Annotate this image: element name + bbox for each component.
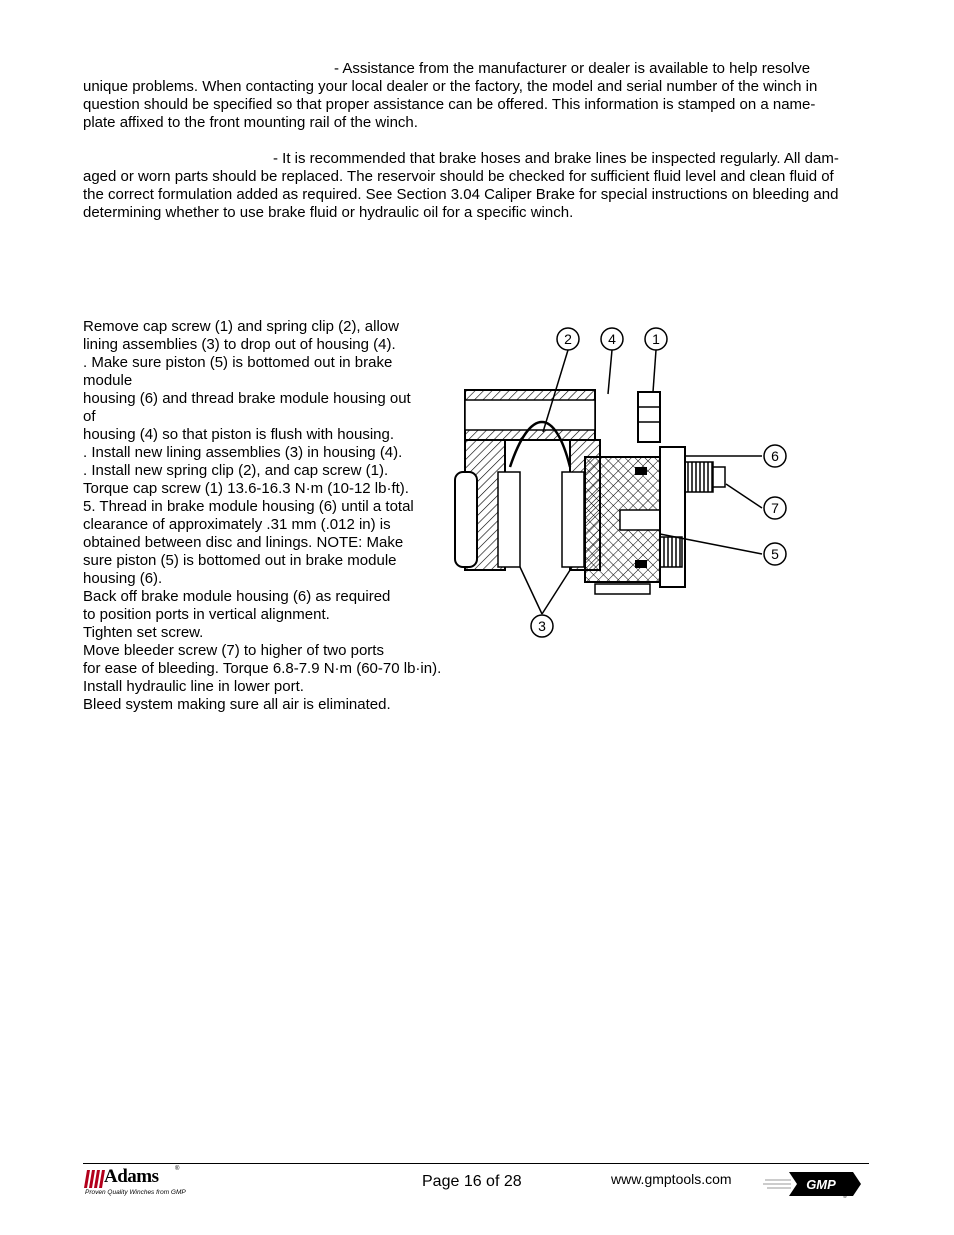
svg-text:1: 1 — [652, 331, 660, 347]
step-line: Install hydraulic line in lower port. — [83, 678, 304, 695]
svg-text:®: ® — [843, 1194, 847, 1198]
step-line: . Install new lining assemblies (3) in housing (4). — [83, 444, 403, 461]
step-line: module — [83, 372, 133, 389]
gmp-speed-lines-icon — [763, 1180, 791, 1188]
step-line: of — [83, 408, 96, 425]
step-line: 5. Thread in brake module housing (6) until a total — [83, 498, 414, 515]
paragraph-line: - Assistance from the manufacturer or dealer is available to help resolve — [334, 60, 811, 77]
paragraph-line: - It is recommended that brake hoses and brake lines be inspected regularly. All dam- — [273, 150, 839, 167]
gmp-logo — [763, 1170, 863, 1198]
paragraph-line: plate affixed to the front mounting rail of the winch. — [83, 114, 418, 131]
paragraph-line: unique problems. When contacting your local dealer or the factory, the model and serial number of the winch in — [83, 78, 818, 95]
callout-4 — [601, 328, 623, 350]
caliper-housing — [455, 390, 600, 570]
step-line: sure piston (5) is bottomed out in brake module — [83, 552, 397, 569]
assistance-paragraph — [83, 60, 873, 132]
paragraph-line: the correct formulation added as required. See Section 3.04 Caliper Brake for special instructions on bleeding and — [83, 186, 839, 203]
step-line: Torque cap screw (1) 13.6-16.3 N·m (10-12 lb·ft). — [83, 480, 409, 497]
adams-registered-mark: ® — [175, 1166, 180, 1172]
step-line: Back off brake module housing (6) as required — [83, 588, 391, 605]
page-number: Page 16 of 28 — [422, 1173, 522, 1190]
svg-text:2: 2 — [564, 331, 572, 347]
svg-text:GMP: GMP — [806, 1177, 836, 1192]
svg-text:7: 7 — [771, 500, 779, 516]
paragraph-line: question should be specified so that proper assistance can be offered. This information is stamped on a name- — [83, 96, 816, 113]
adams-brand-name: Adams — [104, 1166, 159, 1187]
step-line: . Install new spring clip (2), and cap screw (1). — [83, 462, 389, 479]
svg-text:3: 3 — [538, 618, 546, 634]
step-line: Remove cap screw (1) and spring clip (2), allow — [83, 318, 399, 335]
step-line: Move bleeder screw (7) to higher of two ports — [83, 642, 384, 659]
svg-text:6: 6 — [771, 448, 779, 464]
callout-6 — [764, 445, 786, 467]
callout-2 — [557, 328, 579, 350]
step-line: to position ports in vertical alignment. — [83, 606, 330, 623]
step-line: . Make sure piston (5) is bottomed out in brake — [83, 354, 393, 371]
caliper-brake-diagram — [450, 322, 800, 644]
brake-inspection-paragraph — [83, 150, 873, 222]
footer-divider — [83, 1163, 869, 1164]
step-line: lining assemblies (3) to drop out of housing (4). — [83, 336, 396, 353]
adams-logo — [84, 1166, 184, 1204]
adams-tagline: Proven Quality Winches from GMP — [85, 1189, 186, 1196]
adams-logo-stripes-icon — [84, 1170, 106, 1188]
step-line: clearance of approximately .31 mm (.012 in) is — [83, 516, 391, 533]
svg-text:5: 5 — [771, 546, 779, 562]
step-line: housing (6). — [83, 570, 163, 587]
step-line: housing (6) and thread brake module housing out — [83, 390, 411, 407]
step-line: for ease of bleeding. Torque 6.8-7.9 N·m (60-70 lb·in). — [83, 660, 442, 677]
callout-1 — [645, 328, 667, 350]
step-line: obtained between disc and linings. NOTE: Make — [83, 534, 404, 551]
website-link[interactable]: www.gmptools.com — [611, 1171, 732, 1187]
step-line: Tighten set screw. — [83, 624, 204, 641]
step-line: Bleed system making sure all air is eliminated. — [83, 696, 391, 713]
callout-5 — [764, 543, 786, 565]
callout-3 — [531, 615, 553, 637]
piston-module — [585, 447, 725, 594]
cap-screw — [638, 392, 660, 442]
step-line: housing (4) so that piston is flush with housing. — [83, 426, 395, 443]
paragraph-line: determining whether to use brake fluid or hydraulic oil for a specific winch. — [83, 204, 574, 221]
callout-7 — [764, 497, 786, 519]
lining-replacement-steps — [83, 318, 463, 714]
paragraph-line: aged or worn parts should be replaced. The reservoir should be checked for sufficient fluid level and clean fluid of — [83, 168, 834, 185]
svg-text:4: 4 — [608, 331, 616, 347]
